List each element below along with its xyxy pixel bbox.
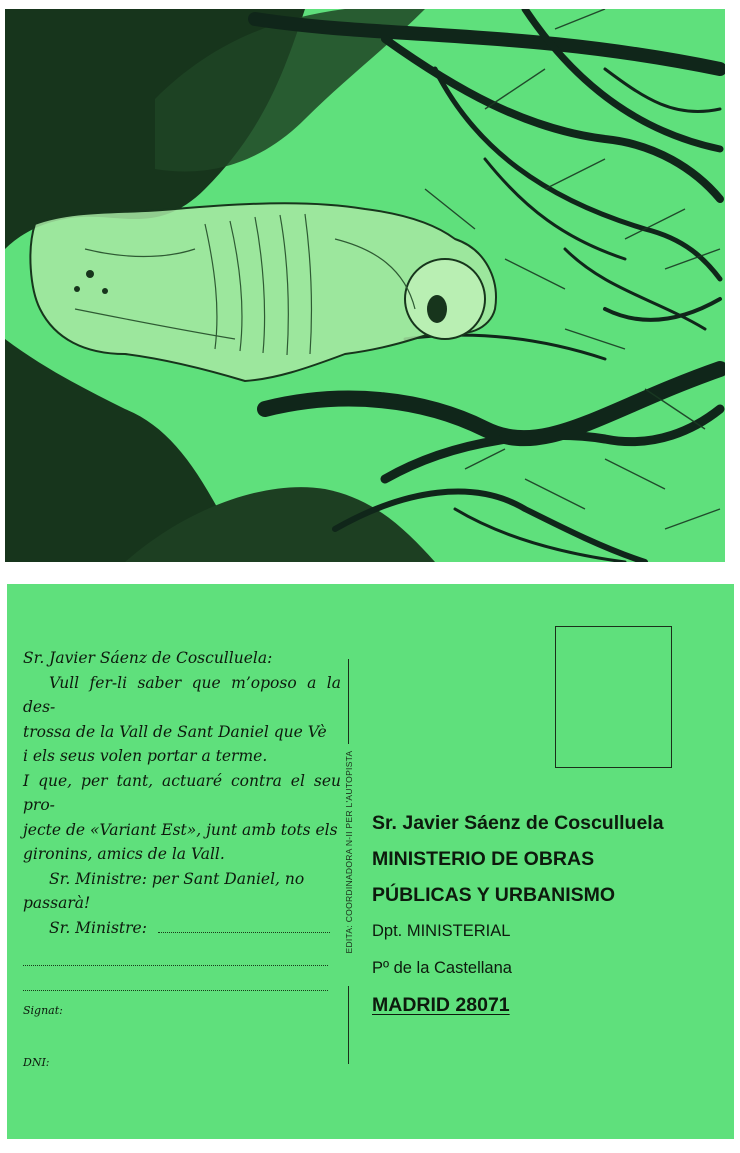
- message-line: jecte de «Variant Est», junt amb tots els: [23, 820, 338, 839]
- recipient-name: Sr. Javier Sáenz de Cosculluela: [372, 812, 664, 834]
- dni-label: DNI:: [23, 1056, 50, 1069]
- street: Pº de la Castellana: [372, 959, 512, 977]
- divider-line-top: [348, 659, 349, 744]
- publisher-credit: EDITA: COORDINADORA N-II PER L'AUTOPISTA: [344, 749, 354, 954]
- postcard-front: [5, 9, 725, 562]
- message-line: i els seus volen portar a terme.: [23, 747, 268, 765]
- signat-label: Signat:: [23, 1004, 63, 1017]
- department: Dpt. MINISTERIAL: [372, 922, 511, 940]
- closing-label: Sr. Ministre:: [49, 918, 147, 937]
- city-postcode: MADRID 28071: [372, 994, 510, 1016]
- message-text: [23, 646, 341, 991]
- publisher-credit-vertical: [339, 744, 359, 959]
- dotted-writing-line[interactable]: [23, 940, 328, 966]
- dotted-writing-line[interactable]: [23, 966, 328, 992]
- recipient-address: [372, 812, 722, 1017]
- message-line: passarà!: [23, 894, 91, 912]
- postcard-back: [7, 584, 734, 1139]
- closing-dotted-line[interactable]: [158, 932, 330, 933]
- ministry-line-1: MINISTERIO DE OBRAS: [372, 848, 595, 870]
- divider-line-bottom: [348, 986, 349, 1064]
- message-line: Vull fer-li saber que m’oposo a la des-: [23, 673, 341, 716]
- message-line: I que, per tant, actuaré contra el seu pro-: [23, 771, 341, 814]
- closing-line: [23, 916, 341, 941]
- ministry-line-2: PÚBLICAS Y URBANISMO: [372, 884, 616, 906]
- stamp-box: [555, 626, 672, 768]
- salutation: Sr. Javier Sáenz de Cosculluela:: [23, 649, 273, 667]
- photo-mummified-body: [5, 9, 725, 562]
- message-line: Sr. Ministre: per Sant Daniel, no: [49, 869, 305, 888]
- message-line: gironins, amics de la Vall.: [23, 845, 225, 863]
- message-line: trossa de la Vall de Sant Daniel que Vè: [23, 722, 327, 741]
